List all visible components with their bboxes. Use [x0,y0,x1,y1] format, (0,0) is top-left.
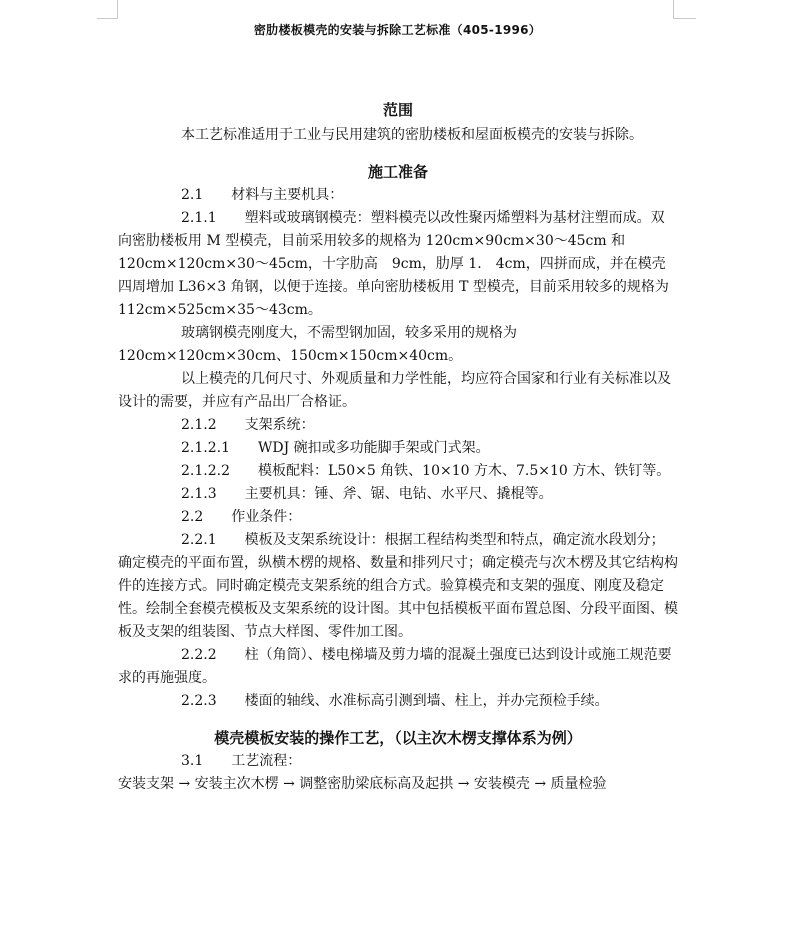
section-title-install: 模壳模板安装的操作工艺，（以主次木楞支撑体系为例） [214,729,582,747]
document-body [118,97,678,796]
clause-text: 塑料或玻璃钢模壳：塑料模壳以改性聚丙烯塑料为基材注塑而成。双向密肋楼板用 M 型模壳，目前采用较多的规格为 120cm×90cm×30～45cm 和 120cm×120cm×30～45cm，十字肋高 9cm，肋厚 1. 4cm，四拼而成，并在模壳四周增加 L36×3 角钢，以便于连接。单向密肋楼板用 T 型模壳，目前采用较多的规格为 112cm×525cm×35～43cm。 [118,210,669,318]
clause-number: 2.1.2.2 [181,463,230,479]
clause-2-1-2 [118,414,678,437]
clause-text: 支架系统： [244,417,315,433]
clause-2-1-1 [118,207,678,322]
clause-number: 2.2.1 [181,532,217,548]
glass-shell-paragraph: 玻璃钢模壳刚度大，不需型钢加固，较多采用的规格为 120cm×120cm×30cm、150cm×150cm×40cm。 [118,325,517,364]
clause-number: 2.1.1 [181,210,217,226]
clause-text: WDJ 碗扣或多功能脚手架或门式架。 [257,440,490,456]
clause-text: 柱（角筒）、楼电梯墙及剪力墙的混凝土强度已达到设计或施工规范要求的再施强度。 [118,647,672,686]
crop-mark-top-left [97,0,118,19]
section-title-prep: 施工准备 [367,163,428,181]
section-title-scope: 范围 [382,101,413,119]
clause-number: 2.1.2.1 [181,440,230,456]
scope-paragraph: 本工艺标准适用于工业与民用建筑的密肋楼板和屋面板模壳的安装与拆除。 [181,127,643,143]
clause-text: 工艺流程： [231,753,302,769]
crop-mark-top-right [673,0,696,19]
clause-2-2-2 [118,644,678,690]
page-header: 密肋楼板模壳的安装与拆除工艺标准（405-1996） [253,23,542,37]
clause-2-1 [118,184,678,207]
clause-3-1 [118,750,678,773]
clause-2-1-2-2 [118,460,678,483]
clause-2-2-3 [118,690,678,713]
clause-number: 2.1.3 [181,486,217,502]
clause-2-1-3 [118,483,678,506]
quality-paragraph: 以上模壳的几何尺寸、外观质量和力学性能，均应符合国家和行业有关标准以及设计的需要，并应有产品出厂合格证。 [118,371,671,410]
clause-text: 模板及支架系统设计：根据工程结构类型和特点，确定流水段划分；确定模壳的平面布置，纵横木楞的规格、数量和排列尺寸；确定模壳与次木楞及其它结构构件的连接方式。同时确定模壳支架系统的组合方式。验算模壳和支架的强度、刚度及稳定性。绘制全套模壳模板及支架系统的设计图。其中包括模板平面布置总图、分段平面图、模板及支架的组装图、节点大样图、零件加工图。 [118,532,678,640]
clause-text: 作业条件： [231,509,302,525]
section-gap [118,147,678,161]
clause-number: 2.1 [181,187,204,203]
clause-text: 模板配料：L50×5 角铁、10×10 方木、7.5×10 方木、铁钉等。 [257,463,671,479]
clause-text: 主要机具：锤、斧、锯、电钻、水平尺、撬棍等。 [244,486,553,502]
clause-number: 2.2.2 [181,647,217,663]
clause-text: 楼面的轴线、水准标高引测到墙、柱上，并办完预检手续。 [244,693,609,709]
clause-2-2-1 [118,529,678,644]
clause-number: 3.1 [181,753,204,769]
clause-number: 2.2.3 [181,693,217,709]
process-flow: 安装支架 → 安装主次木楞 → 调整密肋梁底标高及起拱 → 安装模壳 → 质量检验 [118,776,607,792]
clause-2-2 [118,506,678,529]
clause-2-1-2-1 [118,437,678,460]
clause-text: 材料与主要机具： [231,187,344,203]
clause-number: 2.2 [181,509,204,525]
section-gap [118,713,678,727]
clause-number: 2.1.2 [181,417,217,433]
